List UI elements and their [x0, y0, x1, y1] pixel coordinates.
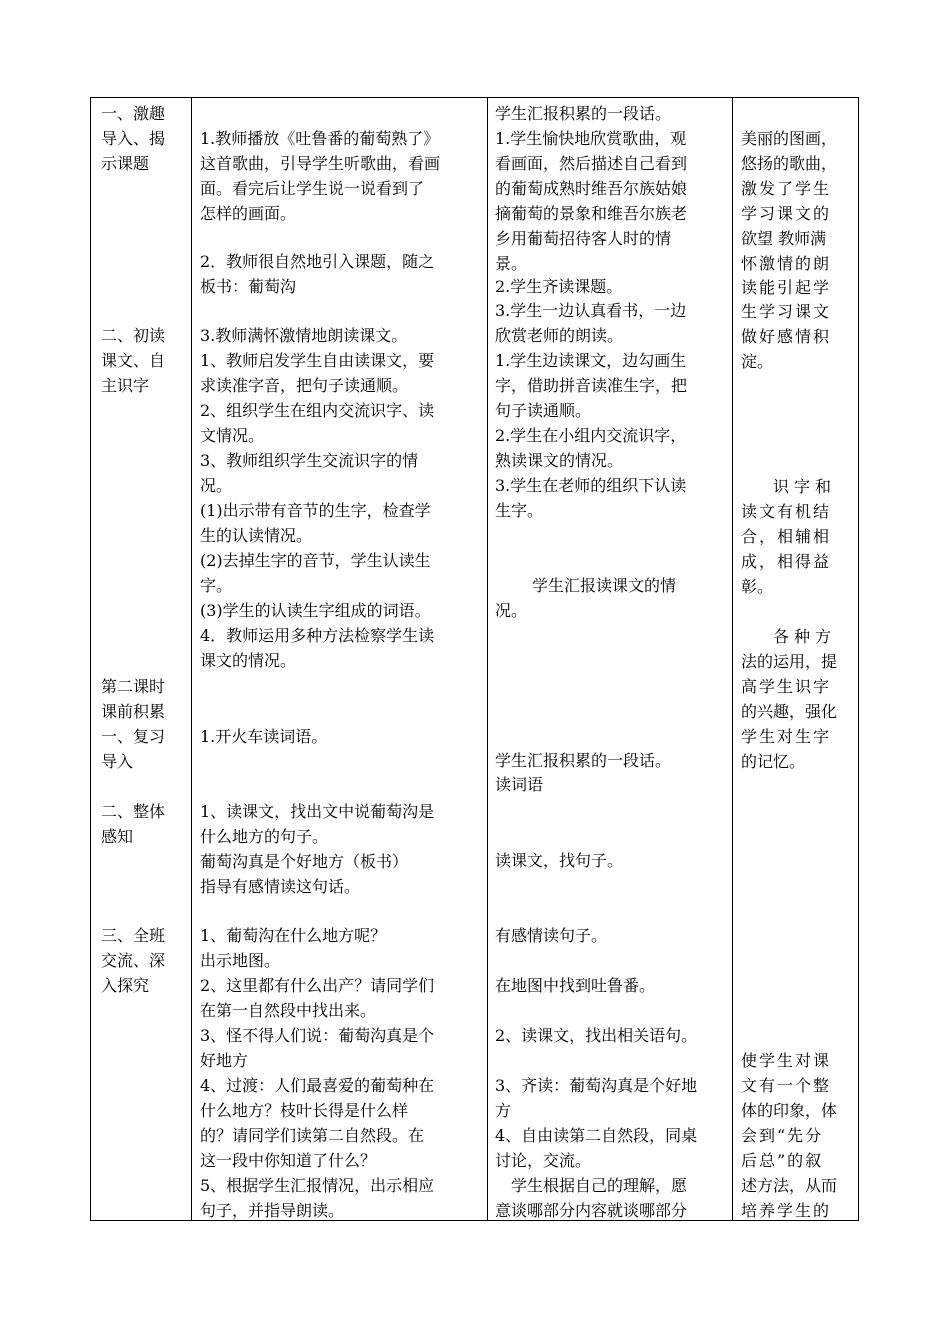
teacher-line: 面。看完后让学生说一说看到了 [200, 179, 425, 198]
stage-line: 导入、揭 [101, 129, 166, 148]
teacher-line: 文情况。 [200, 426, 265, 445]
intent-line: 的兴趣，强化 [741, 702, 838, 721]
student-line: 读课文，找句子。 [495, 851, 624, 870]
intent-line: 做好感情积 [741, 327, 832, 346]
stage-line: 入探究 [101, 976, 150, 995]
teacher-line: 好地方 [200, 1051, 249, 1070]
teacher-line: 求读准字音，把句子读通顺。 [200, 376, 409, 395]
teacher-line: 什么地方？枝叶长得是什么样 [200, 1101, 409, 1120]
teacher-line: 5、根据学生汇报情况，出示相应 [200, 1176, 435, 1195]
stage-line: 一、复习 [101, 727, 166, 746]
teacher-line: 2、组织学生在组内交流识字、读 [200, 401, 435, 420]
teacher-line: 字。 [200, 576, 233, 595]
teacher-line: 1、葡萄沟在什么地方呢？ [200, 926, 387, 945]
student-line: 有感情读句子。 [495, 926, 608, 945]
teacher-activity-column [192, 98, 487, 1220]
teacher-line: 生的认读情况。 [200, 526, 313, 545]
student-line: 欣赏老师的朗读。 [495, 326, 624, 345]
intent-line: 激发了学生 [741, 179, 832, 198]
intent-line: 文有一个整 [741, 1076, 832, 1095]
intent-line: 彰。 [741, 577, 774, 596]
stage-line: 三、全班 [101, 926, 166, 945]
teacher-line: 4、过渡：人们最喜爱的葡萄种在 [200, 1076, 435, 1095]
intent-line: 读文有机结 [741, 502, 832, 521]
teacher-line: 在第一自然段中找出来。 [200, 1001, 377, 1020]
intent-line: 后总”的叙 [741, 1151, 824, 1170]
student-line: 3.学生在老师的组织下认读 [495, 476, 687, 495]
intent-line: 学生对生字 [741, 727, 832, 746]
stage-line: 课前积累 [101, 702, 166, 721]
teacher-line: 课文的情况。 [200, 651, 297, 670]
intent-line: 欲望 教师满 [741, 229, 827, 248]
intent-line: 美丽的图画， [741, 129, 838, 148]
stage-line: 一、激趣 [101, 104, 166, 123]
teacher-line: 4．教师运用多种方法检察学生读 [200, 626, 435, 645]
intent-line: 高学生识字 [741, 677, 832, 696]
teacher-line: 3、怪不得人们说：葡萄沟真是个 [200, 1026, 435, 1045]
student-activity-column [488, 98, 732, 1220]
teacher-line: 1、读课文，找出文中说葡萄沟是 [200, 802, 435, 821]
teacher-line: 3、教师组织学生交流识字的情 [200, 451, 419, 470]
stage-line: 交流、深 [101, 951, 166, 970]
stage-line: 导入 [101, 752, 134, 771]
student-line: 学生汇报读课文的情 [532, 576, 677, 595]
student-line: 3.学生一边认真看书，一边 [495, 301, 687, 320]
stage-column [91, 98, 191, 1220]
teacher-line: 这首歌曲，引导学生听歌曲，看画 [200, 154, 441, 173]
teacher-line: 2．教师很自然地引入课题，随之 [200, 252, 435, 271]
teacher-line: 1.教师播放《吐鲁番的葡萄熟了》 [200, 129, 440, 148]
design-intent-column [733, 98, 859, 1220]
student-line: 学生汇报积累的一段话。 [495, 751, 672, 770]
teacher-line: 什么地方的句子。 [200, 827, 329, 846]
intent-line: 成，相得益 [741, 552, 832, 571]
student-line: 在地图中找到吐鲁番。 [495, 976, 656, 995]
student-line: 4、自由读第二自然段，同桌 [495, 1126, 698, 1145]
intent-line: 怀激情的朗 [741, 254, 832, 273]
student-line: 意谈哪部分内容就谈哪部分 [495, 1201, 688, 1220]
intent-line: 合，相辅相 [741, 527, 832, 546]
teacher-line: (2)去掉生字的音节，学生认读生 [200, 551, 431, 570]
intent-line: 识字和 [773, 477, 837, 496]
intent-line: 体的印象，体 [741, 1101, 838, 1120]
student-line: 乡用葡萄招待客人时的情 [495, 229, 672, 248]
stage-line: 主识字 [101, 376, 150, 395]
stage-line: 课文、自 [101, 351, 166, 370]
student-line: 方 [495, 1101, 512, 1120]
lesson-plan-table [90, 97, 859, 1221]
student-line: 看画面，然后描述自己看到 [495, 154, 688, 173]
student-line: 生字。 [495, 501, 544, 520]
student-line: 况。 [495, 601, 528, 620]
stage-line: 感知 [101, 827, 134, 846]
student-line: 摘葡萄的景象和维吾尔族老 [495, 204, 688, 223]
teacher-line: (3)学生的认读生字组成的词语。 [200, 601, 431, 620]
teacher-line: 况。 [200, 476, 233, 495]
intent-line: 的记忆。 [741, 752, 806, 771]
intent-line: 读能引起学 [741, 278, 832, 297]
stage-line: 第二课时 [101, 677, 166, 696]
student-line: 读词语 [495, 775, 544, 794]
teacher-line: 指导有感情读这句话。 [200, 877, 361, 896]
student-line: 句子读通顺。 [495, 401, 592, 420]
student-line: 字，借助拼音读准生字，把 [495, 376, 688, 395]
student-line: 学生汇报积累的一段话。 [495, 104, 672, 123]
student-line: 景。 [495, 254, 528, 273]
student-line: 讨论，交流。 [495, 1151, 592, 1170]
student-line: 学生根据自己的理解，愿 [511, 1176, 688, 1195]
student-line: 1.学生愉快地欣赏歌曲，观 [495, 129, 687, 148]
teacher-line: 板书：葡萄沟 [200, 277, 297, 296]
intent-line: 悠扬的歌曲， [741, 154, 838, 173]
teacher-line: 1.开火车读词语。 [200, 727, 328, 746]
teacher-line: 出示地图。 [200, 951, 281, 970]
student-line: 1.学生边读课文，边勾画生 [495, 351, 687, 370]
intent-line: 生学习课文 [741, 302, 832, 321]
intent-line: 淀。 [741, 352, 774, 371]
teacher-line: (1)出示带有音节的生字，检查学 [200, 501, 431, 520]
teacher-line: 2、这里都有什么出产？请同学们 [200, 976, 435, 995]
intent-line: 培养学生的 [741, 1201, 832, 1220]
intent-line: 会到“先分 [741, 1126, 824, 1145]
intent-line: 法的运用，提 [741, 652, 838, 671]
teacher-line: 怎样的画面。 [200, 204, 297, 223]
intent-line: 使学生对课 [741, 1051, 832, 1070]
student-line: 2、读课文，找出相关语句。 [495, 1026, 698, 1045]
student-line: 2.学生在小组内交流识字， [495, 426, 687, 445]
teacher-line: 1、教师启发学生自由读课文，要 [200, 351, 435, 370]
student-line: 的葡萄成熟时维吾尔族姑娘 [495, 179, 688, 198]
teacher-line: 这一段中你知道了什么？ [200, 1151, 377, 1170]
student-line: 熟读课文的情况。 [495, 451, 624, 470]
teacher-line: 句子，并指导朗读。 [200, 1201, 345, 1220]
intent-line: 各种方 [773, 627, 837, 646]
intent-line: 述方法，从而 [741, 1176, 838, 1195]
stage-line: 示课题 [101, 154, 150, 173]
intent-line: 学习课文的 [741, 204, 832, 223]
teacher-line: 葡萄沟真是个好地方（板书） [200, 852, 409, 871]
stage-line: 二、整体 [101, 802, 166, 821]
stage-line: 二、初读 [101, 326, 166, 345]
teacher-line: 的？请同学们读第二自然段。在 [200, 1126, 425, 1145]
student-line: 3、齐读：葡萄沟真是个好地 [495, 1076, 698, 1095]
student-line: 2.学生齐读课题。 [495, 277, 623, 296]
teacher-line: 3.教师满怀激情地朗读课文。 [200, 326, 408, 345]
